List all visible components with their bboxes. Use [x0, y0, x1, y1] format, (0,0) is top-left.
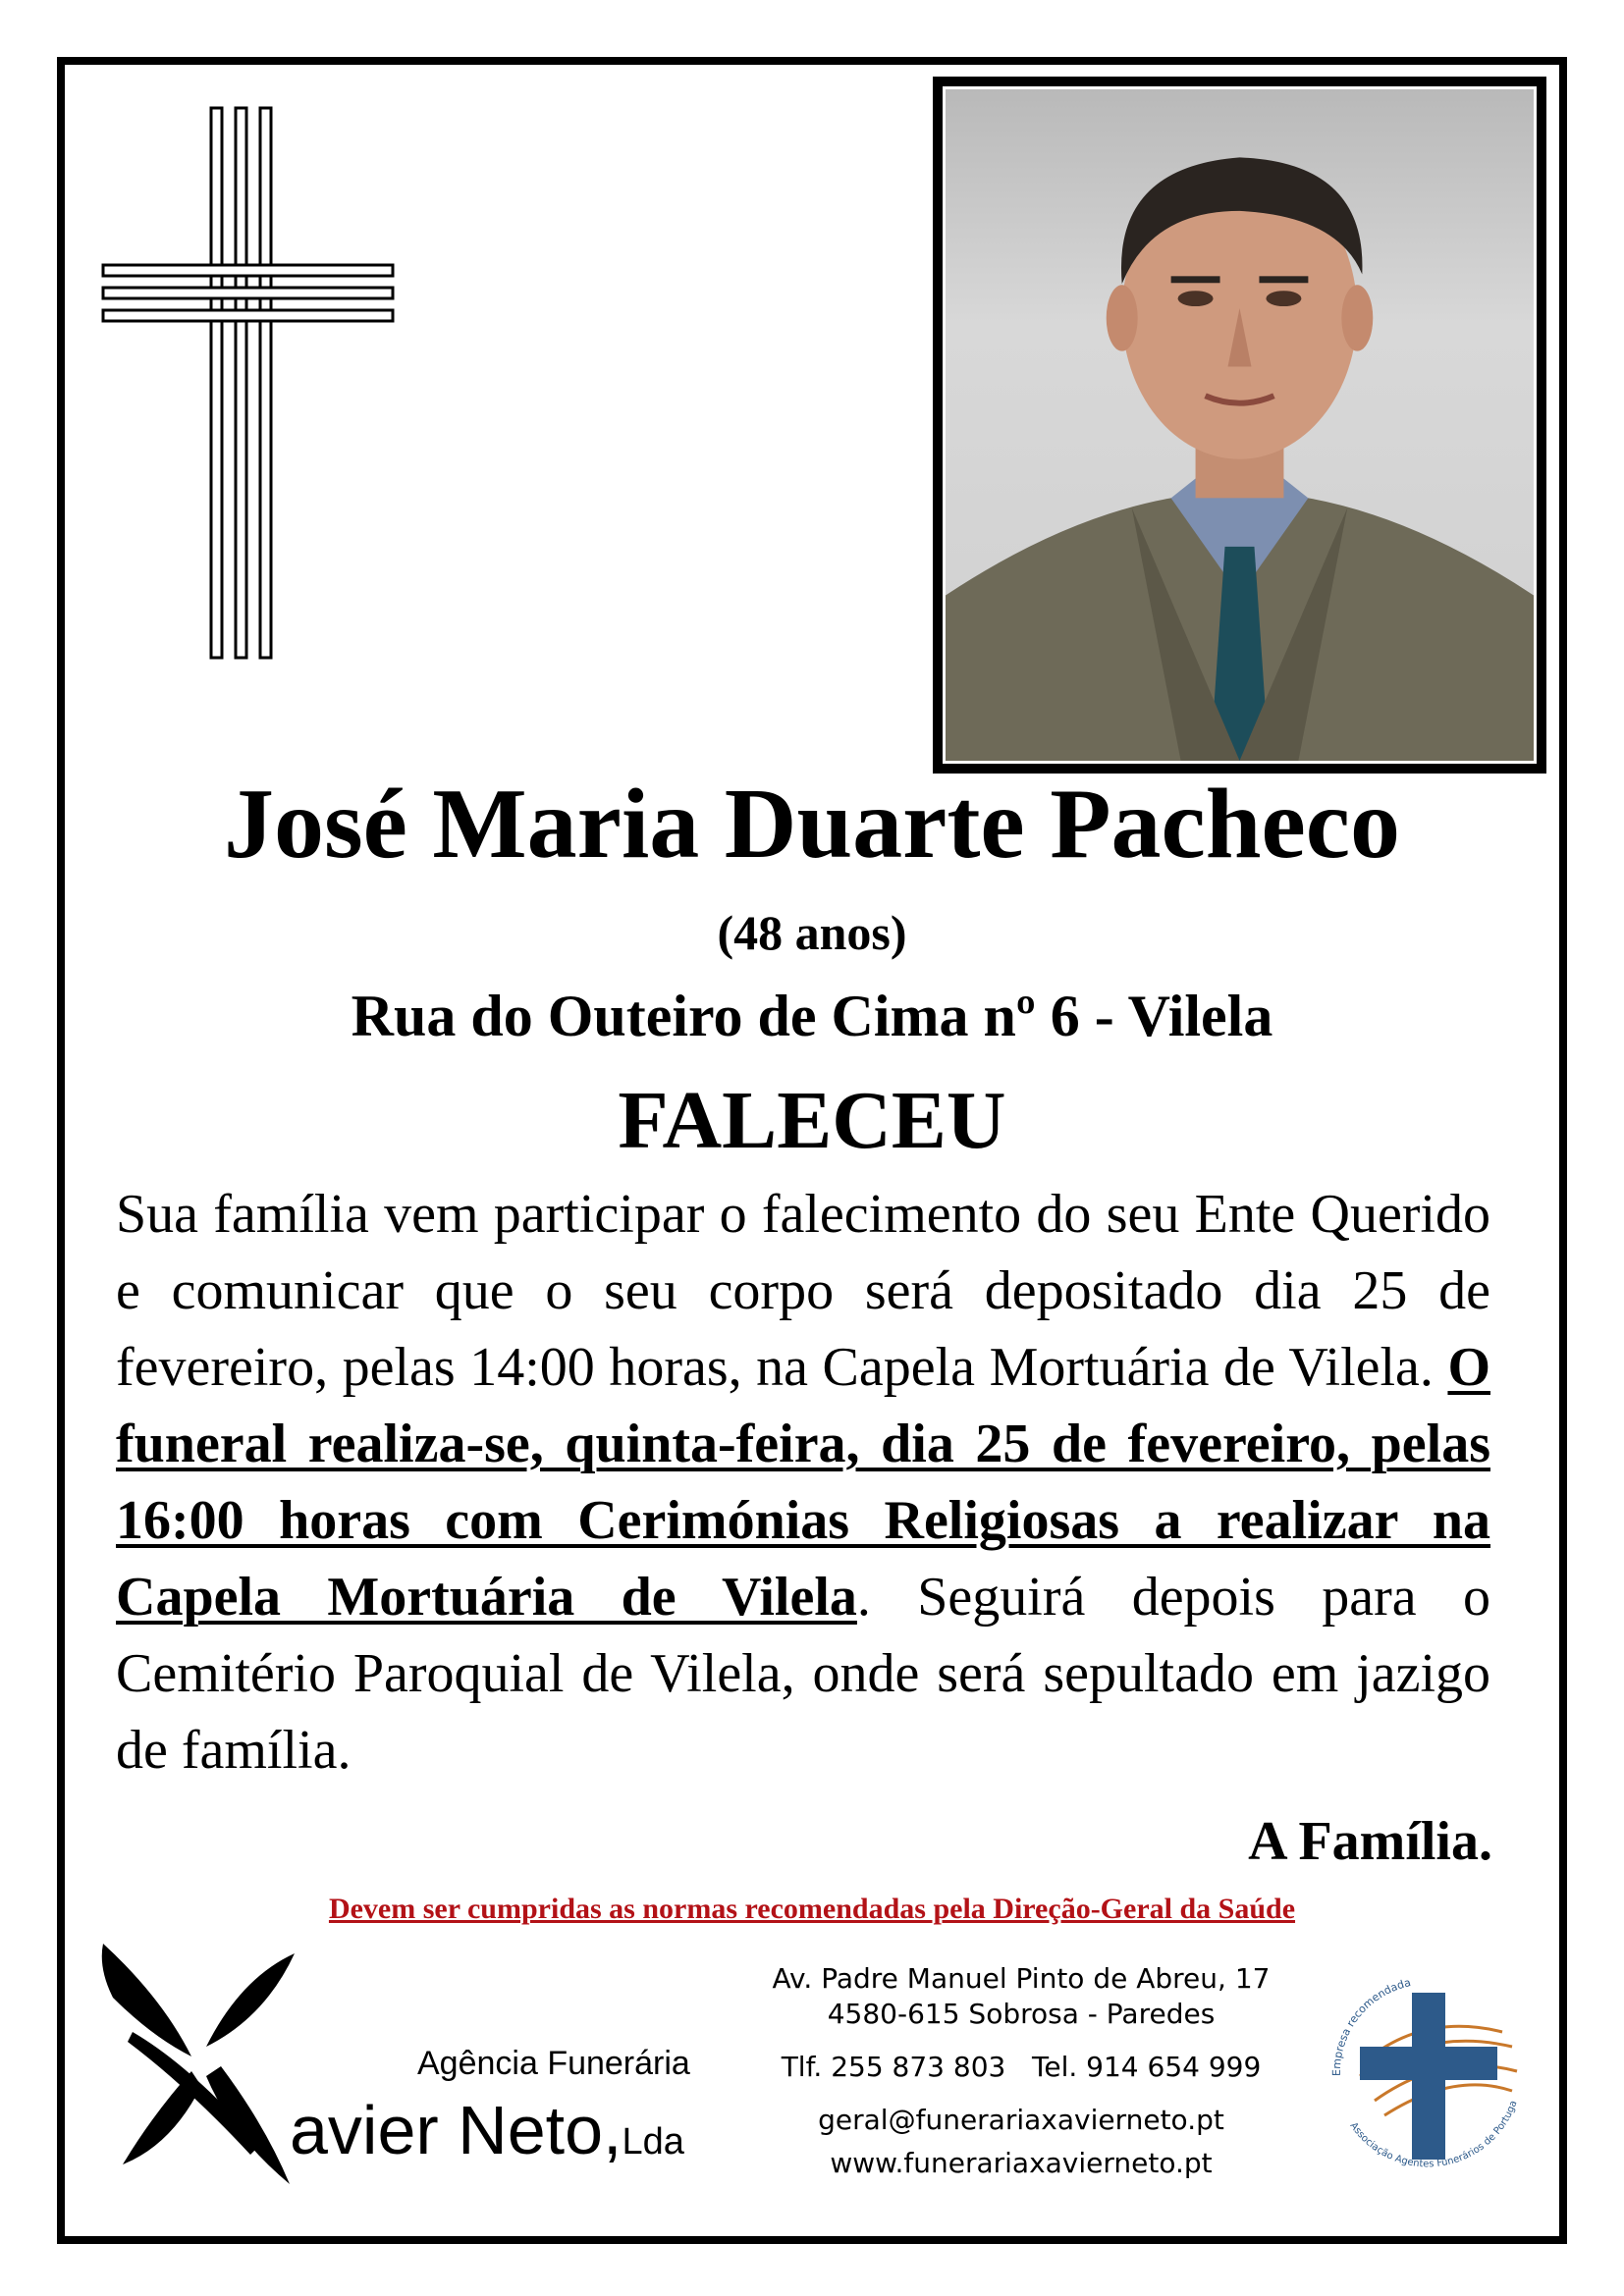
- agency-subtitle: Agência Funerária: [417, 2045, 690, 2082]
- deceased-name: José Maria Duarte Pacheco: [223, 769, 1401, 880]
- funeral-details: O funeral realiza-se, quinta-feira, dia 25 de fevereiro, pelas 16:00 horas com Cerimónias Religiosas a realizar na Capela Mortuária de Vilela: [116, 1337, 1490, 1628]
- portrait-frame: [933, 77, 1546, 774]
- agency-name-text: avier Neto,: [290, 2092, 623, 2168]
- announcement-part1: Sua família vem participar o falecimento do seu Ente Querido e comunicar que o seu corpo será depositado dia 25 de fevereiro, pelas 14:00 horas, na Capela Mortuária de Vilela.: [116, 1184, 1490, 1398]
- announcement-part2: . Seguirá depois para o Cemitério Paroquial de Vilela, onde será sepultado em jazigo de família.: [116, 1567, 1490, 1781]
- agency-contact: [766, 1961, 1276, 2181]
- agency-phones: Tlf. 255 873 803 Tel. 914 654 999: [781, 2051, 1262, 2083]
- association-top-text: Empresa recomendada: [1329, 1976, 1413, 2077]
- agency-name: [290, 2089, 684, 2183]
- announcement-text: [116, 1176, 1490, 1789]
- x-leaf-logo: [93, 1939, 304, 2189]
- health-notice: Devem ser cumpridas as normas recomendadas pela Direção-Geral da Saúde: [328, 1893, 1296, 1925]
- portrait-photo: [943, 86, 1537, 764]
- association-bottom-text: Associação Agentes Funerários de Portuga: [1347, 2099, 1520, 2170]
- association-cross-logo: [1306, 1953, 1546, 2199]
- cross-icon: [93, 103, 403, 663]
- agency-email: geral@funerariaxavierneto.pt: [818, 2104, 1224, 2136]
- agency-suffix: Lda: [622, 2121, 684, 2163]
- agency-website: www.funerariaxavierneto.pt: [830, 2147, 1213, 2179]
- deceased-address: Rua do Outeiro de Cima nº 6 - Vilela: [351, 984, 1273, 1048]
- deceased-age: (48 anos): [717, 905, 907, 960]
- agency-address-line1: Av. Padre Manuel Pinto de Abreu, 17: [772, 1962, 1271, 1995]
- agency-address-line2: 4580-615 Sobrosa - Paredes: [827, 1998, 1216, 2030]
- signoff: A Família.: [1248, 1811, 1492, 1872]
- death-heading: FALECEU: [618, 1075, 1006, 1166]
